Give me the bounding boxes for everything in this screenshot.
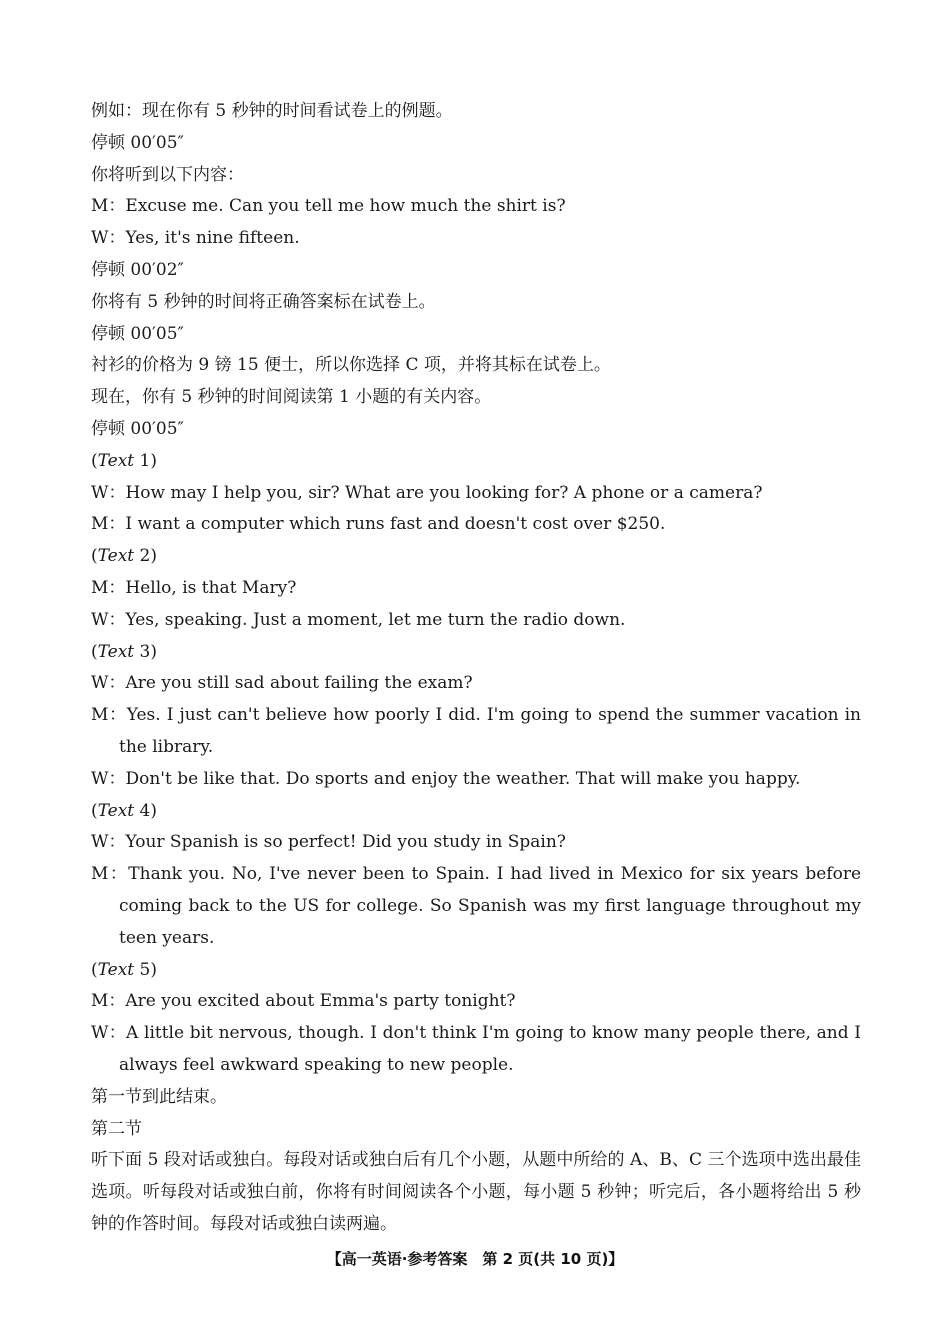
dialogue-line: M：Hello, is that Mary? [91,577,297,598]
intro-line: 现在，你有 5 秒钟的时间阅读第 1 小题的有关内容。 [91,387,492,408]
page-footer: 【高一英语·参考答案 第 2 页(共 10 页)】 [326,1250,624,1268]
dialogue-line: M：Thank you. No, I've never been to Spain. I had lived in Mexico for six years before coming back to the US for college. So Spanish was my first language throughout my teen years. [91,864,861,948]
dialogue-line: W：Yes, speaking. Just a moment, let me turn the radio down. [91,609,626,630]
text-label: (Text 3) [91,641,157,662]
intro-line: 例如：现在你有 5 秒钟的时间看试卷上的例题。 [91,101,453,121]
intro-line: 衬衫的价格为 9 镑 15 便士，所以你选择 C 项，并将其标在试卷上。 [91,355,611,376]
dialogue-line: M：Excuse me. Can you tell me how much the shirt is? [91,196,566,217]
dialogue-line: M：Are you excited about Emma's party tonight? [91,991,516,1012]
section-end: 第一节到此结束。 [91,1086,227,1107]
dialogue-line: W：Don't be like that. Do sports and enjoy the weather. That will make you happy. [91,768,801,789]
dialogue-line: W：Your Spanish is so perfect! Did you study in Spain? [91,832,566,853]
pause-line: 停顿 00′02″ [91,259,184,280]
dialogue-line: M：I want a computer which runs fast and doesn't cost over $250. [91,514,666,535]
text-label: (Text 5) [91,959,157,980]
dialogue-line: W：Are you still sad about failing the exam? [91,673,473,694]
dialogue-line: M：Yes. I just can't believe how poorly I did. I'm going to spend the summer vacation in the library. [91,705,861,757]
pause-line: 停顿 00′05″ [91,132,184,153]
dialogue-line: W：Yes, it's nine fifteen. [91,228,300,249]
pause-line: 停顿 00′05″ [91,323,184,344]
dialogue-line: W：How may I help you, sir? What are you looking for? A phone or a camera? [91,482,763,503]
text-label: (Text 4) [91,800,157,821]
text-label: (Text 1) [91,450,157,471]
document-page [91,96,861,1241]
pause-line: 停顿 00′05″ [91,418,184,439]
dialogue-line: W：A little bit nervous, though. I don't think I'm going to know many people there, and I always feel awkward speaking to new people. [91,1023,861,1075]
intro-line: 你将有 5 秒钟的时间将正确答案标在试卷上。 [91,291,436,312]
text-label: (Text 2) [91,546,157,567]
section-heading: 第二节 [91,1118,142,1139]
section-instructions: 听下面 5 段对话或独白。每段对话或独白后有几个小题，从题中所给的 A、B、C 三个选项中选出最佳选项。听每段对话或独白前，你将有时间阅读各个小题，每小题 5 秒钟；听完后，各小题将给出 5 秒钟的作答时间。每段对话或独白读两遍。 [91,1150,861,1234]
intro-line: 你将听到以下内容： [91,164,244,185]
